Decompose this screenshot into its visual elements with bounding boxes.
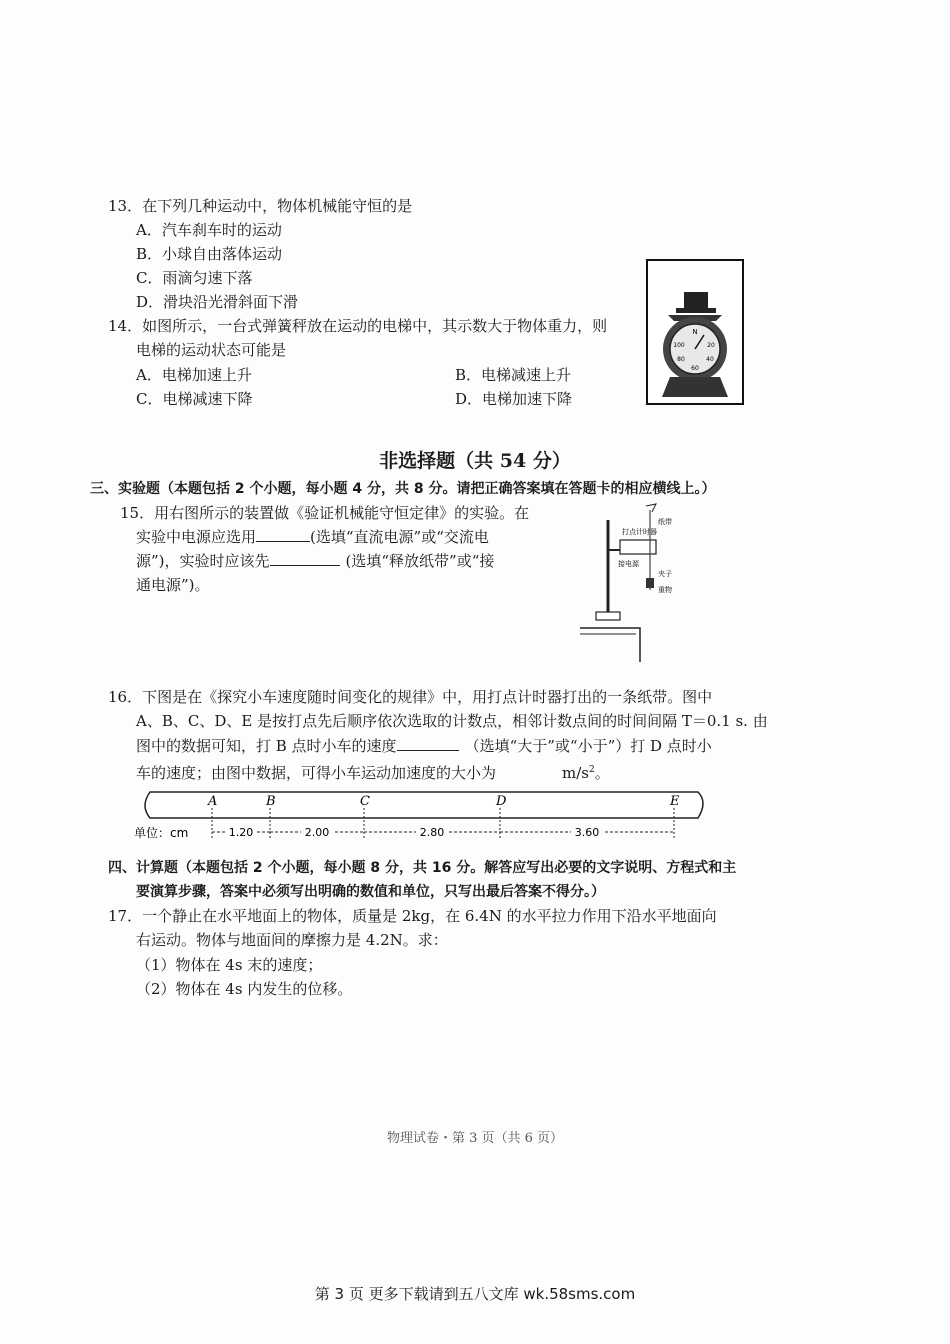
q13-option-a: A．汽车刹车时的运动	[136, 221, 282, 239]
q15-line1: 15．用右图所示的装置做《验证机械能守恒定律》的实验。在	[120, 504, 530, 522]
tape-point-e: E	[670, 794, 680, 809]
q13-stem: 13．在下列几种运动中，物体机械能守恒的是	[108, 197, 413, 215]
scan-page-footer: 物理试卷・第 3 页（共 6 页）	[386, 1131, 564, 1146]
tape-distance-label: 1.20	[228, 826, 254, 839]
q14-stem-line2: 电梯的运动状态可能是	[136, 341, 287, 359]
q17-sub1: （1）物体在 4s 末的速度；	[136, 956, 323, 974]
tape-point-b: B	[266, 794, 276, 809]
section4-line2: 要演算步骤，答案中必须写出明确的数值和单位，只写出最后答案不得分。）	[136, 884, 605, 900]
q14-stem-line1: 14．如图所示，一台式弹簧秤放在运动的电梯中，其示数大于物体重力，则	[108, 317, 608, 335]
paper-tape-figure	[132, 784, 712, 844]
label-timer: 打点计时器	[622, 528, 657, 536]
spring-scale-figure	[646, 259, 744, 405]
dial-label-80: 80	[677, 356, 685, 363]
q13-option-c: C．雨滴匀速下落	[136, 269, 253, 287]
section-nonchoice-heading: 非选择题（共 54 分）	[379, 450, 571, 472]
section3-heading: 三、实验题（本题包括 2 个小题，每小题 4 分，共 8 分。请把正确答案填在答题卡的相应横线上。）	[90, 481, 716, 497]
q15-line2: 实验中电源应选用 (选填“直流电源”或“交流电	[136, 528, 489, 546]
q16-line3: 图中的数据可知，打 B 点时小车的速度 （选填“大于”或“小于”）打 D 点时小	[136, 737, 712, 755]
q14-option-d: D．电梯加速下降	[455, 390, 573, 408]
tape-point-a: A	[208, 794, 218, 809]
tape-point-c: C	[360, 794, 370, 809]
page-footer: 第 3 页 更多下载请到五八文库 wk.58sms.com	[314, 1285, 636, 1303]
section4-line1: 四、计算题（本题包括 2 个小题，每小题 8 分，共 16 分。解答应写出必要的文字说明、方程式和主	[108, 860, 737, 876]
label-power: 接电源	[618, 560, 639, 568]
q13-option-d: D．滑块沿光滑斜面下滑	[136, 293, 299, 311]
q14-option-b: B．电梯减速上升	[455, 366, 572, 384]
dial-label-n: N	[692, 328, 698, 336]
tape-distance-label: 2.80	[419, 826, 445, 839]
tape-point-d: D	[496, 794, 507, 809]
q15-line3: 源”)，实验时应该先 (选填“释放纸带”或“接	[136, 552, 495, 570]
tape-distance-label: 3.60	[574, 826, 600, 839]
dial-label-40: 40	[706, 356, 714, 363]
q13-option-b: B．小球自由落体运动	[136, 245, 283, 263]
q17-line2: 右运动。物体与地面间的摩擦力是 4.2N。求：	[136, 931, 448, 949]
tape-distance-label: 2.00	[304, 826, 330, 839]
tape-unit-label: 单位：cm	[134, 826, 189, 840]
q16-line4: 车的速度；由图中数据，可得小车运动加速度的大小为 $m/s^2$。	[136, 764, 610, 782]
q14-option-a: A．电梯加速上升	[136, 366, 252, 384]
q16-line2: A、B、C、D、E 是按打点先后顺序依次选取的计数点，相邻计数点间的时间间隔 T＝0.1 s. 由	[136, 712, 768, 730]
dial-label-60: 60	[691, 365, 699, 372]
q15-line4: 通电源”)。	[136, 576, 210, 594]
dial-label-100: 100	[673, 342, 685, 349]
q17-line1: 17．一个静止在水平地面上的物体，质量是 2kg，在 6.4N 的水平拉力作用下沿水平地面向	[108, 907, 717, 925]
dial-label-20: 20	[707, 342, 715, 349]
label-clip: 夹子	[658, 570, 672, 578]
q16-line1: 16．下图是在《探究小车速度随时间变化的规律》中，用打点计时器打出的一条纸带。图中	[108, 688, 713, 706]
apparatus-figure	[578, 500, 678, 665]
label-weight: 重物	[658, 586, 672, 594]
label-tape: 纸带	[658, 518, 672, 526]
q14-option-c: C．电梯减速下降	[136, 390, 253, 408]
q17-sub2: （2）物体在 4s 内发生的位移。	[136, 980, 353, 998]
